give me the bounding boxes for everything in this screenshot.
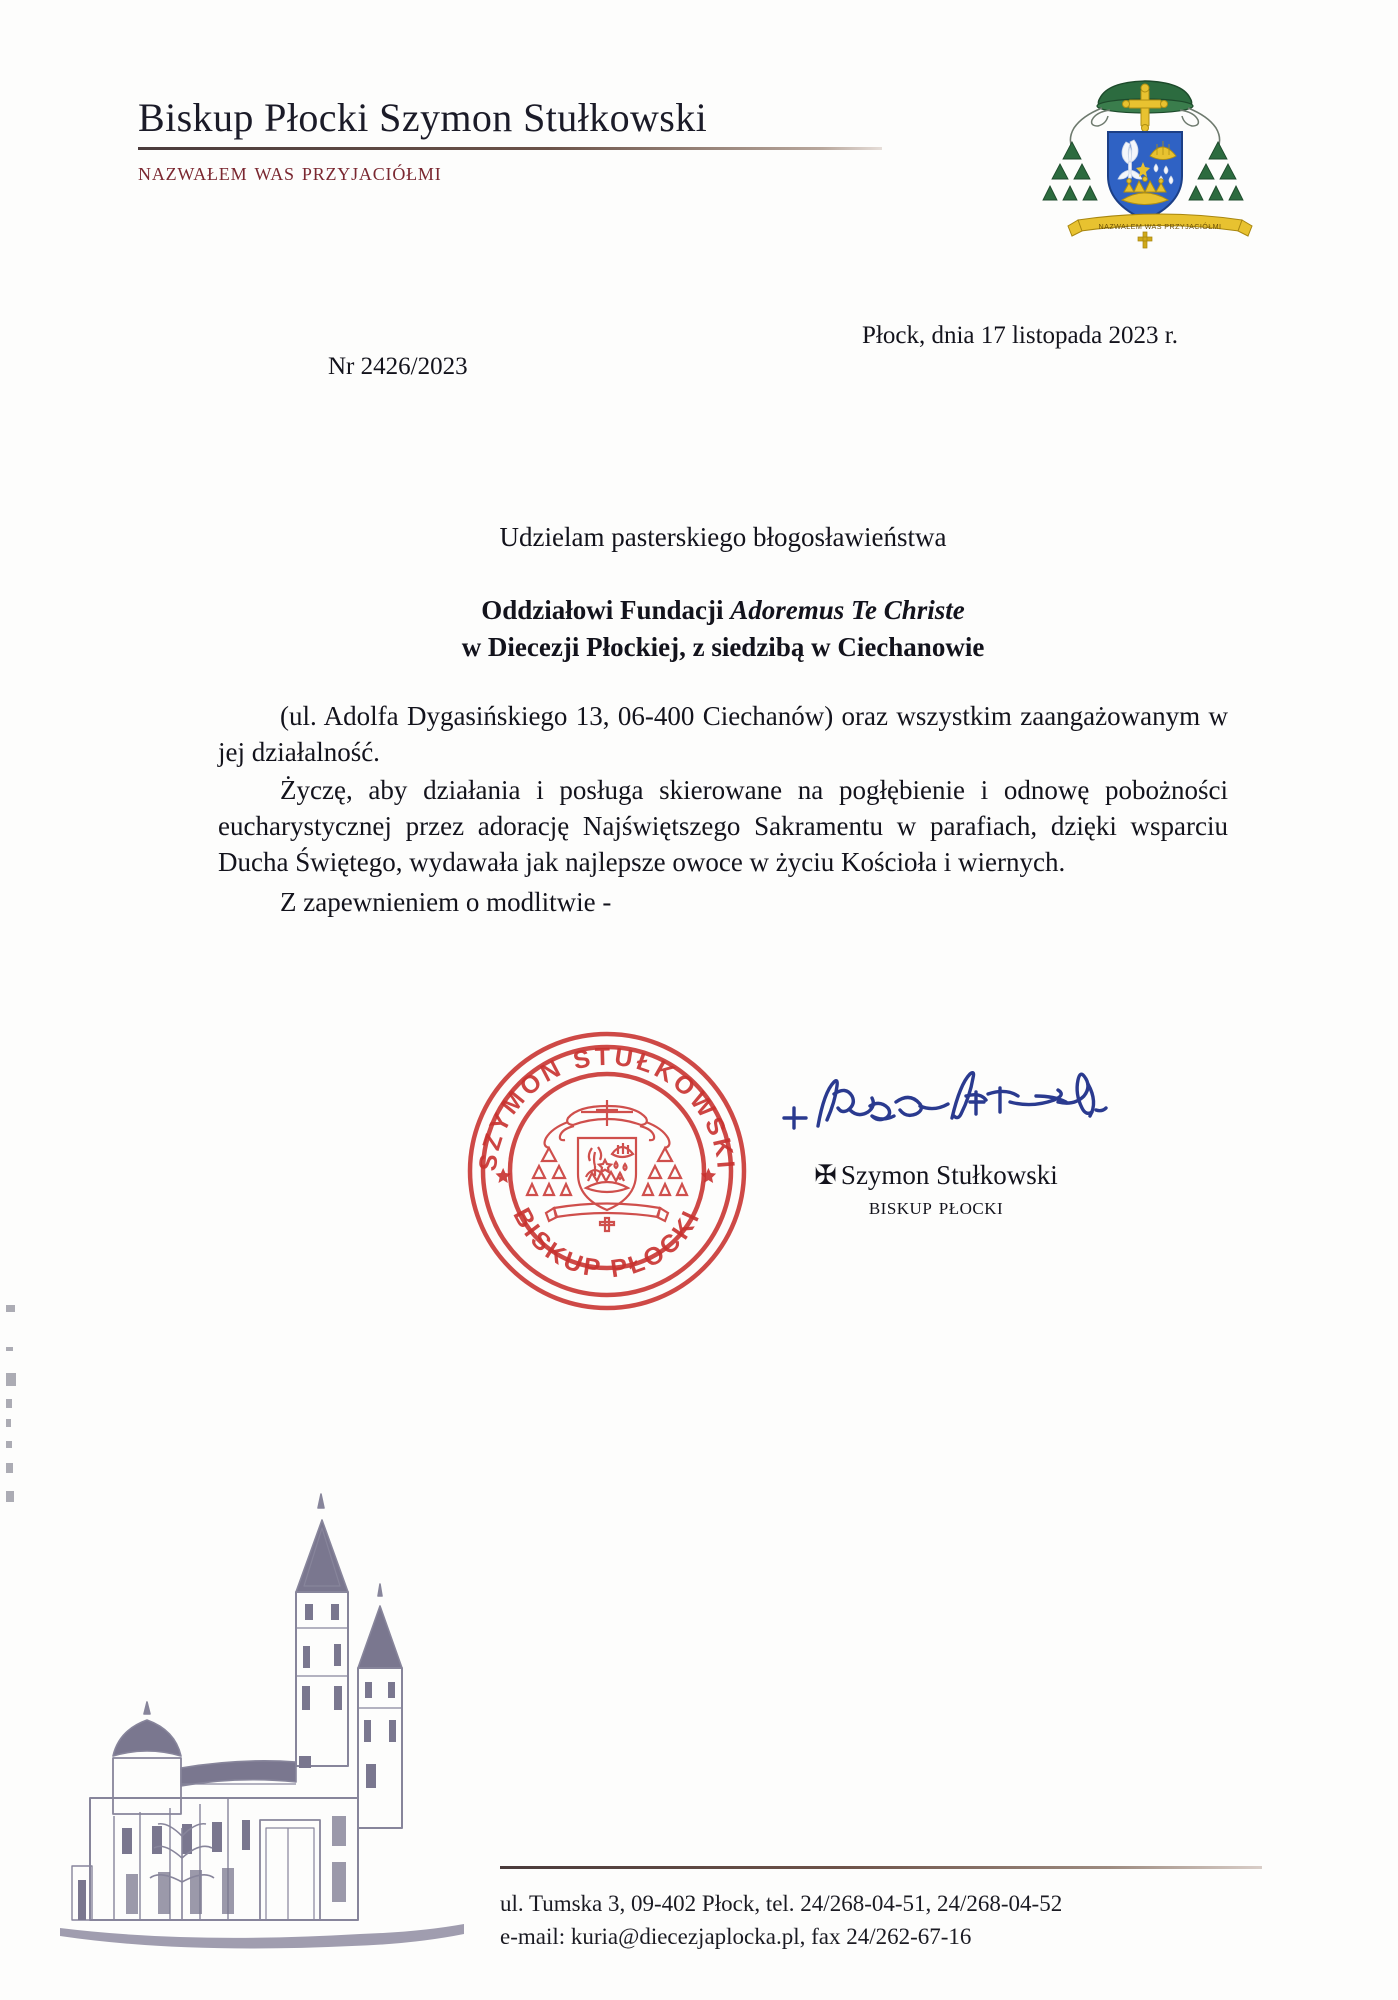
addressee-line-1 [218, 592, 1228, 629]
footer-divider [500, 1866, 1262, 1869]
addressee-prefix: Oddziałowi Fundacji [481, 594, 731, 625]
footer-contact-info [500, 1888, 1300, 1953]
reference-number: Nr 2426/2023 [328, 353, 468, 380]
coat-of-arms-icon [1030, 62, 1260, 252]
signatory-name-text: Szymon Stułkowski [840, 1160, 1058, 1190]
footer-address-line: ul. Tumska 3, 09-402 Płock, tel. 24/268-04-51, 24/268-04-52 [500, 1891, 1063, 1916]
handwritten-signature [770, 1022, 1190, 1152]
official-seal-stamp [462, 1026, 752, 1316]
signatory-role: biskup płocki [868, 1194, 1004, 1220]
cathedral-illustration [52, 1468, 482, 1968]
coat-of-arms-banner-text: NAZWAŁEM WAS PRZYJACIÓŁMI [1098, 222, 1222, 231]
place-and-date: Płock, dnia 17 listopada 2023 r. [862, 322, 1178, 349]
letterhead-motto: nazwałem was przyjaciółmi [138, 158, 442, 186]
addressee-block [218, 592, 1228, 665]
foundation-name: Adoremus Te Christe [730, 594, 965, 625]
letterhead-title: Biskup Płocki Szymon Stułkowski [138, 95, 708, 140]
body-paragraph-2: Życzę, aby działania i posługa skierowane na pogłębienie i odnowę pobożności eucharystycznej przez adorację Najświętszego Sakramentu w parafiach, dzięki wsparciu Ducha Świętego, wydawała jak najlepsze owoce w życiu Kościoła i wiernych. [218, 775, 1228, 877]
body-paragraph-3: Z zapewnieniem o modlitwie - [280, 886, 612, 917]
episcopal-cross-icon: ✠ [814, 1160, 837, 1190]
seal-bottom-arc-text: BISKUP PŁOCKI [507, 1203, 707, 1284]
seal-top-arc-text: SZYMON STUŁKOWSKI [473, 1042, 740, 1173]
scan-artifact-marks [4, 1295, 20, 1510]
signature-block [756, 1160, 1116, 1221]
footer-email-line: e-mail: kuria@diecezjaplocka.pl, fax 24/262-67-16 [500, 1923, 972, 1949]
letterhead [138, 96, 898, 187]
letter-body [218, 520, 1228, 923]
header-divider [138, 147, 882, 150]
blessing-lead-line: Udzielam pasterskiego błogosławieństwa [499, 522, 947, 552]
signatory-name [756, 1160, 1116, 1191]
addressee-line-2: w Diecezji Płockiej, z siedzibą w Ciechanowie [461, 631, 985, 662]
body-paragraph-1: (ul. Adolfa Dygasińskiego 13, 06-400 Ciechanów) oraz wszystkim zaangażowanym w jej działalność. [218, 701, 1228, 768]
